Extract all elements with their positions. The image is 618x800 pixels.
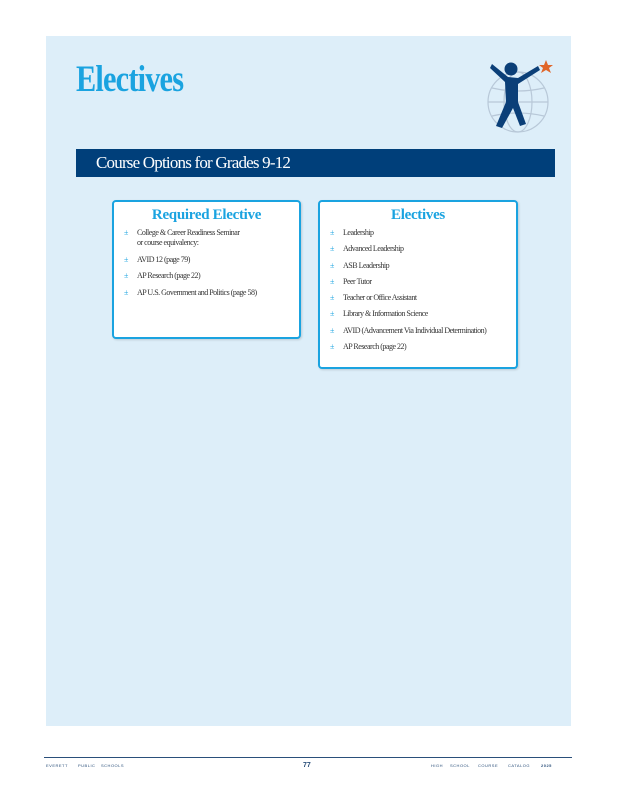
footer-left-2: PUBLIC bbox=[78, 763, 96, 768]
bullet-icon: ± bbox=[124, 228, 128, 237]
list-item-text: or course equivalency: bbox=[137, 238, 199, 247]
section-banner bbox=[76, 149, 555, 177]
list-item bbox=[330, 309, 516, 319]
list-item bbox=[330, 326, 516, 336]
footer-right-4: CATALOG bbox=[508, 763, 531, 768]
footer-divider bbox=[44, 757, 572, 758]
list-item-text: ASB Leadership bbox=[343, 260, 390, 270]
bullet-icon: ± bbox=[330, 228, 334, 237]
footer-right-5: 2025 bbox=[541, 763, 552, 768]
bullet-icon: ± bbox=[124, 271, 128, 280]
list-item-text: Leadership bbox=[343, 228, 374, 237]
electives-title: Electives bbox=[391, 207, 445, 223]
electives-list bbox=[320, 228, 516, 352]
footer-right-1: HIGH bbox=[431, 763, 443, 768]
list-item bbox=[124, 271, 299, 281]
list-item-text: AP U.S. Government and Politics (page 58) bbox=[137, 287, 257, 297]
list-item-text: Advanced Leadership bbox=[343, 244, 404, 254]
banner-text: Course Options for Grades 9-12 bbox=[96, 153, 291, 172]
bullet-icon: ± bbox=[330, 244, 334, 254]
bullet-icon: ± bbox=[330, 309, 334, 319]
list-item-text: AVID 12 (page 79) bbox=[137, 254, 190, 264]
list-item bbox=[124, 255, 299, 265]
bullet-icon: ± bbox=[124, 287, 128, 297]
list-item-text: Teacher or Office Assistant bbox=[343, 293, 417, 303]
page-number: 77 bbox=[303, 762, 311, 769]
list-item bbox=[330, 277, 516, 287]
list-item bbox=[330, 261, 516, 271]
list-item bbox=[124, 228, 299, 248]
bullet-icon: ± bbox=[124, 254, 128, 264]
list-item bbox=[330, 228, 516, 238]
content-panel bbox=[46, 36, 571, 726]
list-item-text: Peer Tutor bbox=[343, 276, 372, 286]
list-item-text: AP Research (page 22) bbox=[137, 271, 201, 280]
list-item-text: Library & Information Science bbox=[343, 309, 428, 319]
list-item-text: AP Research (page 22) bbox=[343, 342, 407, 352]
required-elective-box bbox=[112, 200, 301, 339]
bullet-icon: ± bbox=[330, 325, 334, 335]
bullet-icon: ± bbox=[330, 260, 334, 270]
electives-box bbox=[318, 200, 518, 369]
list-item-text: College & Career Readiness Seminar bbox=[137, 228, 240, 237]
district-logo-icon bbox=[478, 52, 558, 136]
footer-left-3: SCHOOLS bbox=[101, 763, 125, 768]
footer-right-2: SCHOOL bbox=[450, 763, 470, 768]
list-item bbox=[330, 342, 516, 352]
bullet-icon: ± bbox=[330, 342, 334, 352]
bullet-icon: ± bbox=[330, 293, 334, 303]
list-item bbox=[330, 293, 516, 303]
list-item bbox=[330, 244, 516, 254]
list-item-text: AVID (Advancement Via Individual Determination) bbox=[343, 325, 487, 335]
required-elective-title: Required Elective bbox=[151, 207, 262, 223]
page-title: Electives bbox=[76, 59, 184, 100]
footer-right-3: COURSE bbox=[478, 763, 499, 768]
bullet-icon: ± bbox=[330, 276, 334, 286]
list-item bbox=[124, 288, 299, 298]
footer-left-1: EVERETT bbox=[46, 763, 68, 768]
required-elective-list bbox=[114, 228, 299, 298]
